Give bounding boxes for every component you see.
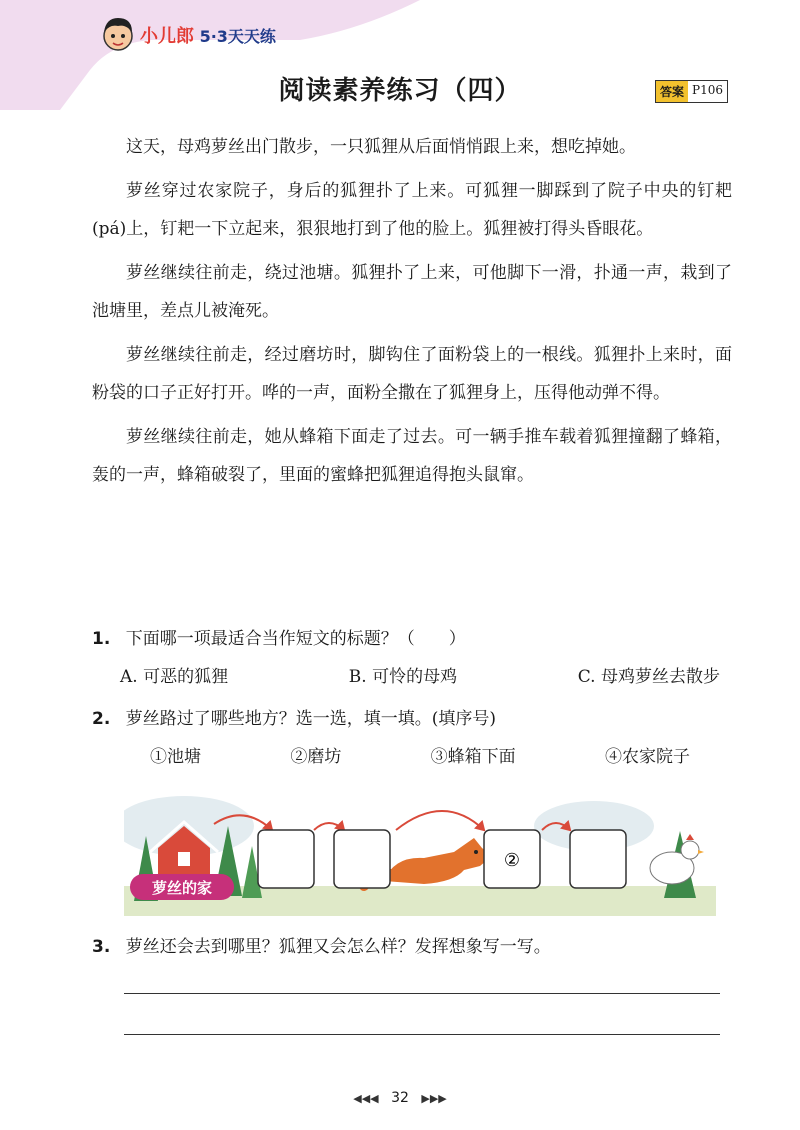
path-illustration xyxy=(124,786,716,916)
house-label: 萝丝的家 xyxy=(151,879,213,897)
question-3 xyxy=(92,932,551,957)
answer-box[interactable] xyxy=(570,830,626,888)
story-paragraph: 萝丝穿过农家院子，身后的狐狸扑了上来。可狐狸一脚踩到了院子中央的钉耙(pá)上，钉耙一下立起来，狠狠地打到了他的脸上。狐狸被打得头昏眼花。 xyxy=(92,181,732,239)
answer-page: P106 xyxy=(692,83,723,97)
prev-arrows-icon: ◀◀◀ xyxy=(353,1092,379,1105)
story-paragraph: 萝丝继续往前走，经过磨坊时，脚钩住了面粉袋上的一根线。狐狸扑上来时，面粉袋的口子正好打开。哗的一声，面粉全撒在了狐狸身上，压得他动弹不得。 xyxy=(92,345,732,403)
answer-line[interactable] xyxy=(124,1034,720,1035)
story-paragraph: 这天，母鸡萝丝出门散步，一只狐狸从后面悄悄跟上来，想吃掉她。 xyxy=(126,137,636,157)
place-option: ②磨坊 xyxy=(290,747,342,767)
question-1 xyxy=(92,624,466,649)
answer-label: 答案 xyxy=(656,81,688,102)
answer-badge xyxy=(655,80,728,103)
answer-line[interactable] xyxy=(124,993,720,994)
story xyxy=(92,128,732,500)
question-number: 1. xyxy=(92,629,111,649)
option-b[interactable]: B. 可怜的母鸡 xyxy=(348,667,458,687)
question-text: 萝丝路过了哪些地方？选一选，填一填。(填序号) xyxy=(125,709,496,729)
question-2 xyxy=(92,704,496,729)
story-paragraph: 萝丝继续往前走，她从蜂箱下面走了过去。可一辆手推车载着狐狸撞翻了蜂箱，轰的一声，蜂箱破裂了，里面的蜜蜂把狐狸追得抱头鼠窜。 xyxy=(92,427,732,485)
question-text: 萝丝还会去到哪里？狐狸又会怎么样？发挥想象写一写。 xyxy=(125,937,551,957)
next-arrows-icon: ▶▶▶ xyxy=(421,1092,447,1105)
brand-series: 5·3天天练 xyxy=(199,27,276,46)
answer-box[interactable] xyxy=(334,830,390,888)
hen-icon xyxy=(650,834,704,884)
question-number: 2. xyxy=(92,709,111,729)
page-title: 阅读素养练习（四） xyxy=(278,76,522,106)
place-option: ①池塘 xyxy=(150,747,201,767)
brand xyxy=(140,22,276,48)
question-number: 3. xyxy=(92,937,111,957)
option-c[interactable]: C. 母鸡萝丝去散步 xyxy=(577,667,720,687)
mascot-icon xyxy=(96,12,140,56)
answer-box[interactable] xyxy=(258,830,314,888)
path-arrows xyxy=(214,811,570,830)
brand-logo: 小儿郎 xyxy=(140,26,194,47)
page-number: 32 xyxy=(391,1090,409,1106)
story-paragraph: 萝丝继续往前走，绕过池塘。狐狸扑了上来，可他脚下一滑，扑通一声，栽到了池塘里，差点儿被淹死。 xyxy=(92,263,732,321)
place-option: ④农家院子 xyxy=(604,747,690,767)
answer-box-value: ② xyxy=(503,850,521,871)
page-footer xyxy=(0,1090,800,1106)
option-a[interactable]: A. 可恶的狐狸 xyxy=(120,667,229,687)
place-option: ③蜂箱下面 xyxy=(430,747,516,767)
question-text: 下面哪一项最适合当作短文的标题？（ ） xyxy=(125,629,466,649)
question-1-options xyxy=(120,662,720,687)
place-options xyxy=(150,742,690,767)
